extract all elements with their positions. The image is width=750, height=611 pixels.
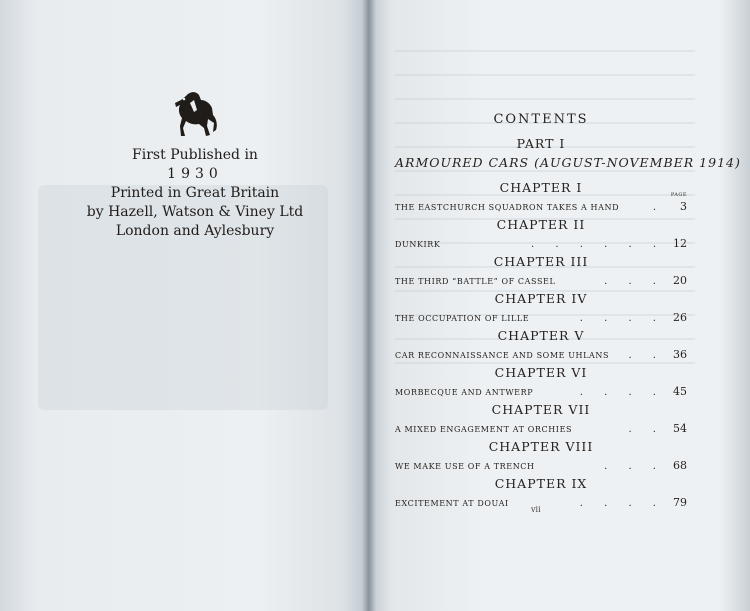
chapter-title: A MIXED ENGAGEMENT AT ORCHIES [395,425,573,434]
chapter-entry [395,402,687,439]
chapter-heading: CHAPTER VIII [488,439,594,454]
chapter-line [395,311,687,327]
chapter-page-number: 54 [673,422,687,435]
leader-dots: . . . . [579,498,665,509]
leader-dots: . . . . [579,387,665,398]
page-column-label: PAGE [670,192,687,198]
chapter-heading: CHAPTER V [497,328,585,343]
chapter-line [395,274,687,290]
book-gutter [362,0,376,611]
chapter-line [395,459,687,475]
leader-dots: . . . [604,461,665,472]
chapter-page-number: 45 [673,385,687,398]
chapter-page-number: 79 [673,496,687,509]
leader-dots: . . . . [579,313,665,324]
chapter-title: DUNKIRK [395,240,441,249]
leader-dots: . [652,202,665,213]
chapter-entry [395,180,687,217]
chapter-page-number: 36 [673,348,687,361]
imprint-printer: by Hazell, Watson & Viney Ltd [86,204,304,220]
chapter-entry [395,439,687,476]
chapter-title: THE OCCUPATION OF LILLE [395,314,530,323]
imprint-year: 1930 [167,166,223,182]
chapter-line [395,237,687,253]
chapter-heading: CHAPTER IV [494,291,588,306]
chapter-line [395,496,687,512]
chapter-title: EXCITEMENT AT DOUAI [395,499,509,508]
chapter-entry [395,217,687,254]
part-label: PART I [516,136,566,151]
leader-dots: . . . [604,276,665,287]
chapter-entry [395,365,687,402]
part-title: ARMOURED CARS (AUGUST-NOVEMBER 1914) [395,155,741,170]
contents-list [395,112,741,513]
imprint-block [60,146,330,241]
chapter-heading: CHAPTER IX [494,476,588,491]
chapter-title: MORBECQUE AND ANTWERP [395,388,534,397]
page-folio: vii [531,505,541,514]
leader-dots: . . . . . . [531,239,665,250]
chapter-page-number: 68 [673,459,687,472]
chapter-page-number: 12 [673,237,687,250]
chapter-entry [395,291,687,328]
chapter-title: WE MAKE USE OF A TRENCH [395,462,535,471]
chapter-heading: CHAPTER III [493,254,589,269]
chapter-page-number: 26 [673,311,687,324]
contents-heading: CONTENTS [493,112,589,127]
chapter-entry [395,328,687,365]
chapter-line [395,385,687,401]
chapter-heading: CHAPTER II [496,217,586,232]
horse-and-rider-icon [172,88,220,140]
imprint-location: London and Aylesbury [115,223,275,239]
chapter-heading: CHAPTER VI [494,365,588,380]
leader-dots: . . [628,350,665,361]
chapter-entry [395,476,687,513]
chapter-title: THE EASTCHURCH SQUADRON TAKES A HAND [395,203,620,212]
chapter-line [395,192,687,216]
leader-dots: . . [628,424,665,435]
imprint-printed-in: Printed in Great Britain [110,185,280,201]
chapter-page-number: 3 [680,200,687,213]
chapter-line [395,422,687,438]
chapter-page-number: 20 [673,274,687,287]
chapter-line [395,348,687,364]
chapter-heading: CHAPTER I [499,180,583,195]
imprint-first-published: First Published in [132,147,258,163]
chapter-title: THE THIRD “BATTLE” OF CASSEL [395,277,556,286]
chapter-heading: CHAPTER VII [491,402,591,417]
chapter-title: CAR RECONNAISSANCE AND SOME UHLANS [395,351,610,360]
chapter-entry [395,254,687,291]
